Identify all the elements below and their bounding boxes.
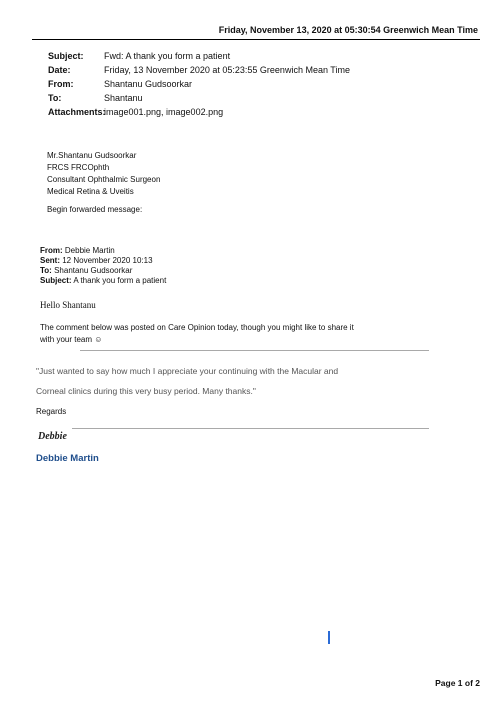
subject-value: Fwd: A thank you form a patient: [104, 51, 231, 61]
quote-divider-top: [80, 350, 429, 351]
signature-specialty: Medical Retina & Uveitis: [47, 187, 134, 196]
attachments-label: Attachments:: [48, 107, 106, 117]
from-label: From:: [48, 79, 74, 89]
forwarded-sent-value: 12 November 2020 10:13: [62, 256, 153, 265]
subject-label: Subject:: [48, 51, 84, 61]
email-from-row: [48, 79, 192, 90]
sender-name: Debbie Martin: [36, 453, 99, 464]
date-value: Friday, 13 November 2020 at 05:23:55 Greenwich Mean Time: [104, 65, 350, 75]
forwarded-from-label: From:: [40, 246, 63, 255]
signature-role: Consultant Ophthalmic Surgeon: [47, 175, 161, 184]
to-label: To:: [48, 93, 62, 103]
forwarded-subject-row: [40, 276, 166, 286]
signature-divider: [72, 428, 429, 429]
forwarded-to-row: [40, 266, 132, 276]
email-to-row: [48, 93, 143, 104]
greeting: Hello Shantanu: [40, 300, 96, 310]
email-attachments-row: [48, 107, 223, 118]
forwarded-from-row: [40, 246, 115, 256]
from-value: Shantanu Gudsoorkar: [104, 79, 193, 89]
forwarded-to-label: To:: [40, 266, 52, 275]
forwarded-sent-label: Sent:: [40, 256, 60, 265]
forwarded-sent-row: [40, 256, 153, 266]
forwarded-subject-value: A thank you form a patient: [73, 276, 167, 285]
body-line-2: with your team ☺: [40, 335, 103, 344]
quote-line-2: Corneal clinics during this very busy period. Many thanks.": [36, 386, 256, 396]
email-date-row: [48, 65, 350, 76]
forwarded-from-value: Debbie Martin: [64, 246, 115, 255]
email-subject-row: [48, 51, 230, 62]
page-number: Page 1 of 2: [435, 678, 480, 688]
forwarded-subject-label: Subject:: [40, 276, 72, 285]
attachments-value: image001.png, image002.png: [104, 107, 224, 117]
handwritten-signature: Debbie: [38, 431, 67, 442]
closing: Regards: [36, 407, 67, 416]
text-cursor: [328, 631, 330, 644]
header-divider: [32, 39, 480, 40]
signature-qualifications: FRCS FRCOphth: [47, 163, 110, 172]
signature-name: Mr.Shantanu Gudsoorkar: [47, 151, 137, 160]
forward-intro: Begin forwarded message:: [47, 205, 143, 214]
print-datetime: Friday, November 13, 2020 at 05:30:54 Greenwich Mean Time: [218, 25, 478, 35]
date-label: Date:: [48, 65, 71, 75]
quote-line-1: "Just wanted to say how much I appreciate your continuing with the Macular and: [36, 366, 339, 376]
forwarded-to-value: Shantanu Gudsoorkar: [54, 266, 133, 275]
body-line-1: The comment below was posted on Care Opinion today, though you might like to share it: [40, 323, 354, 332]
to-value: Shantanu: [104, 93, 143, 103]
